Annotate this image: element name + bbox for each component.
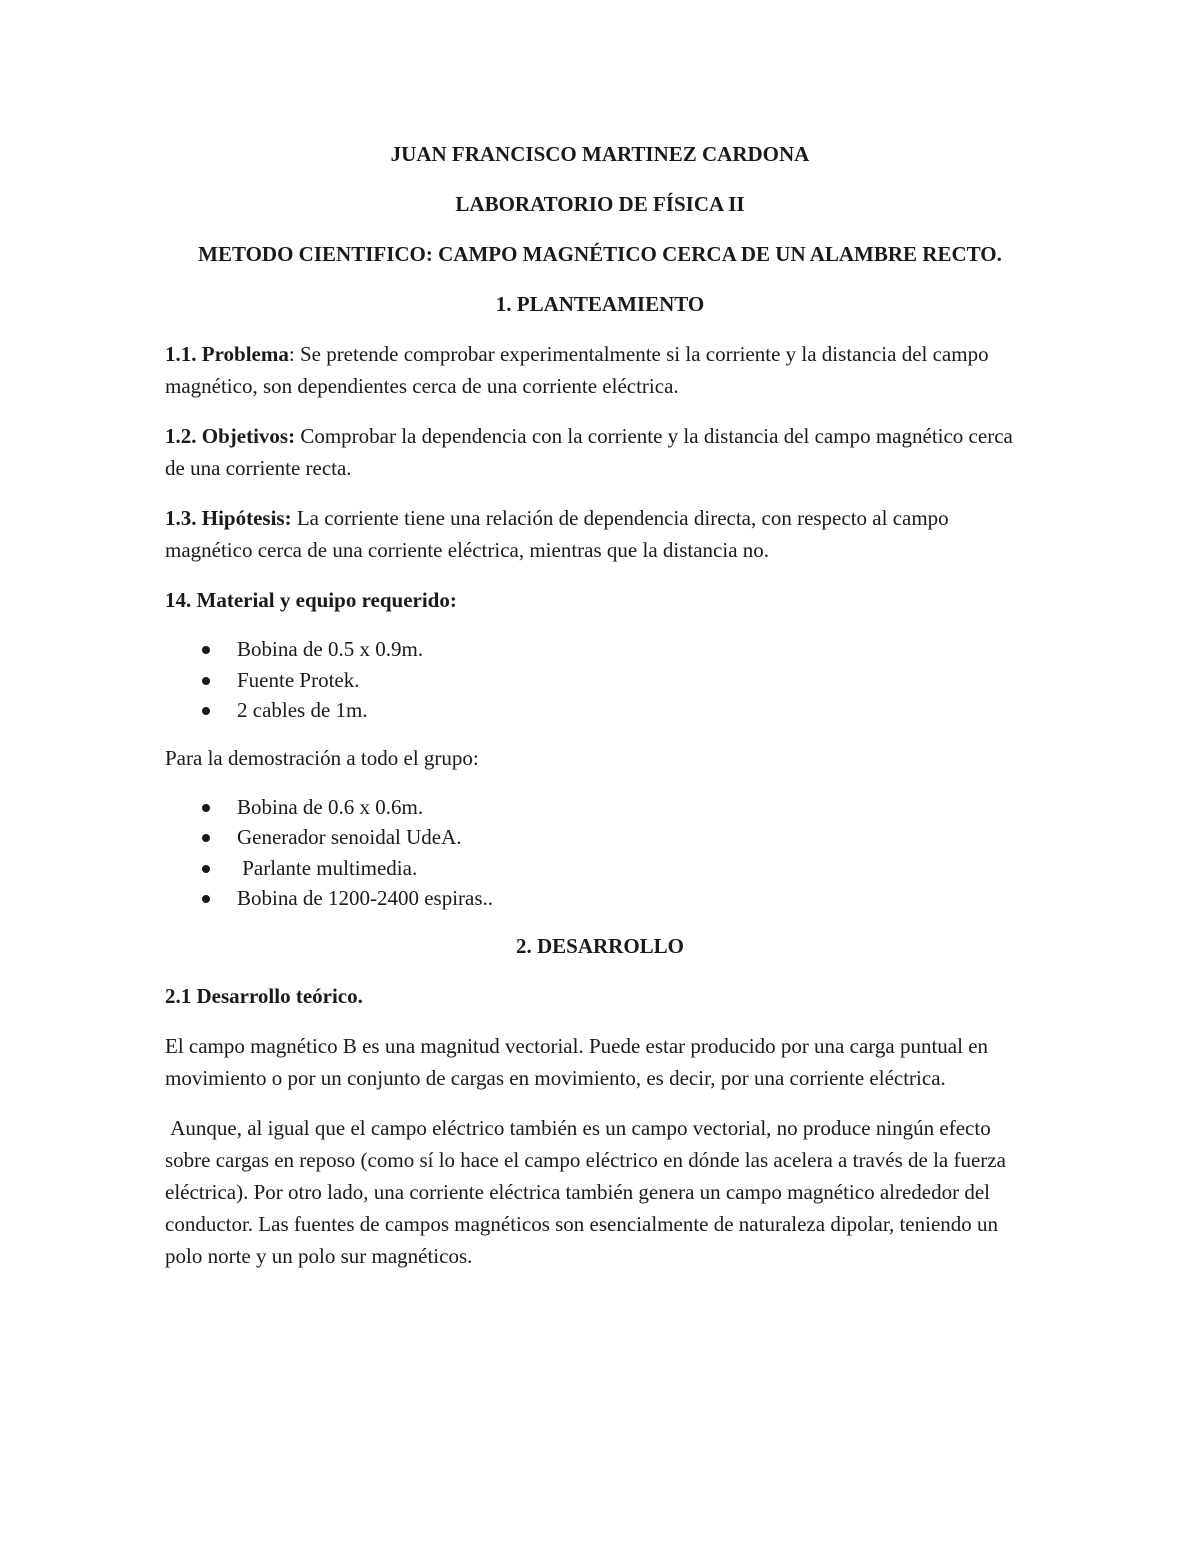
course-title: LABORATORIO DE FÍSICA II [455, 192, 745, 216]
list-item-text: Generador senoidal UdeA. [237, 825, 462, 849]
bullet-icon [202, 707, 210, 715]
desarrollo-paragraph-1: El campo magnético B es una magnitud vectorial. Puede estar producido por una carga puntual en movimiento o por un conjunto de cargas en movimiento, es decir, por una corriente eléctrica. [165, 1033, 989, 1090]
bullet-icon [202, 895, 210, 903]
problema-label: 1.1. Problema [165, 342, 289, 366]
list-item [202, 822, 1035, 853]
section-heading-desarrollo: 2. DESARROLLO [515, 933, 685, 958]
list-item-text: Bobina de 0.6 x 0.6m. [237, 794, 424, 819]
list-item-text: Bobina de 0.5 x 0.9m. [237, 637, 424, 661]
problema-paragraph [165, 338, 1035, 402]
demo-intro: Para la demostración a todo el grupo: [165, 745, 479, 770]
list-item-text: Fuente Protek. [237, 667, 360, 692]
list-item [202, 695, 1035, 726]
hipotesis-text: La corriente tiene una relación de dependencia directa, con respecto al campo magnético cerca de una corriente eléctrica, mientras que la distancia no. [165, 506, 949, 562]
demo-list [165, 792, 1035, 914]
desarrollo-teorico-heading: 2.1 Desarrollo teórico. [165, 983, 363, 1008]
objetivos-label: 1.2. Objetivos: [165, 424, 296, 448]
problema-text: : Se pretende comprobar experimentalmente si la corriente y la distancia del campo magnético, son dependientes cerca de una corriente eléctrica. [165, 342, 989, 398]
objetivos-text: Comprobar la dependencia con la corriente y la distancia del campo magnético cerca de una corriente recta. [165, 424, 1013, 480]
material-list [165, 634, 1035, 726]
list-item [202, 853, 1035, 884]
document-title: METODO CIENTIFICO: CAMPO MAGNÉTICO CERCA DE UN ALAMBRE RECTO. [198, 242, 1002, 266]
list-item [202, 665, 1035, 696]
objetivos-paragraph [165, 420, 1035, 484]
section-heading-planteamiento: 1. PLANTEAMIENTO [495, 292, 705, 316]
author-name: JUAN FRANCISCO MARTINEZ CARDONA [390, 142, 810, 166]
bullet-icon [202, 865, 210, 873]
list-item [202, 634, 1035, 665]
desarrollo-paragraph-2: Aunque, al igual que el campo eléctrico también es un campo vectorial, no produce ningún efecto sobre cargas en reposo (como sí lo hace el campo eléctrico en dónde las acelera a través de la fuerza eléctrica). Por otro lado, una corriente eléctrica también genera un campo magnético alrededor del conductor. Las fuentes de campos magnéticos son esencialmente de naturaleza dipolar, teniendo un polo norte y un polo sur magnéticos. [165, 1115, 1012, 1268]
document-body [165, 138, 1035, 1290]
list-item [202, 883, 1035, 914]
bullet-icon [202, 646, 210, 654]
list-item-text: 2 cables de 1m. [237, 698, 368, 722]
list-item-text: Bobina de 1200-2400 espiras.. [237, 886, 494, 910]
bullet-icon [202, 677, 210, 685]
list-item-text: Parlante multimedia. [237, 855, 418, 880]
list-item [202, 792, 1035, 823]
material-heading: 14. Material y equipo requerido: [165, 588, 457, 612]
hipotesis-paragraph [165, 502, 1035, 566]
bullet-icon [202, 804, 210, 812]
hipotesis-label: 1.3. Hipótesis: [165, 506, 292, 530]
bullet-icon [202, 834, 210, 842]
